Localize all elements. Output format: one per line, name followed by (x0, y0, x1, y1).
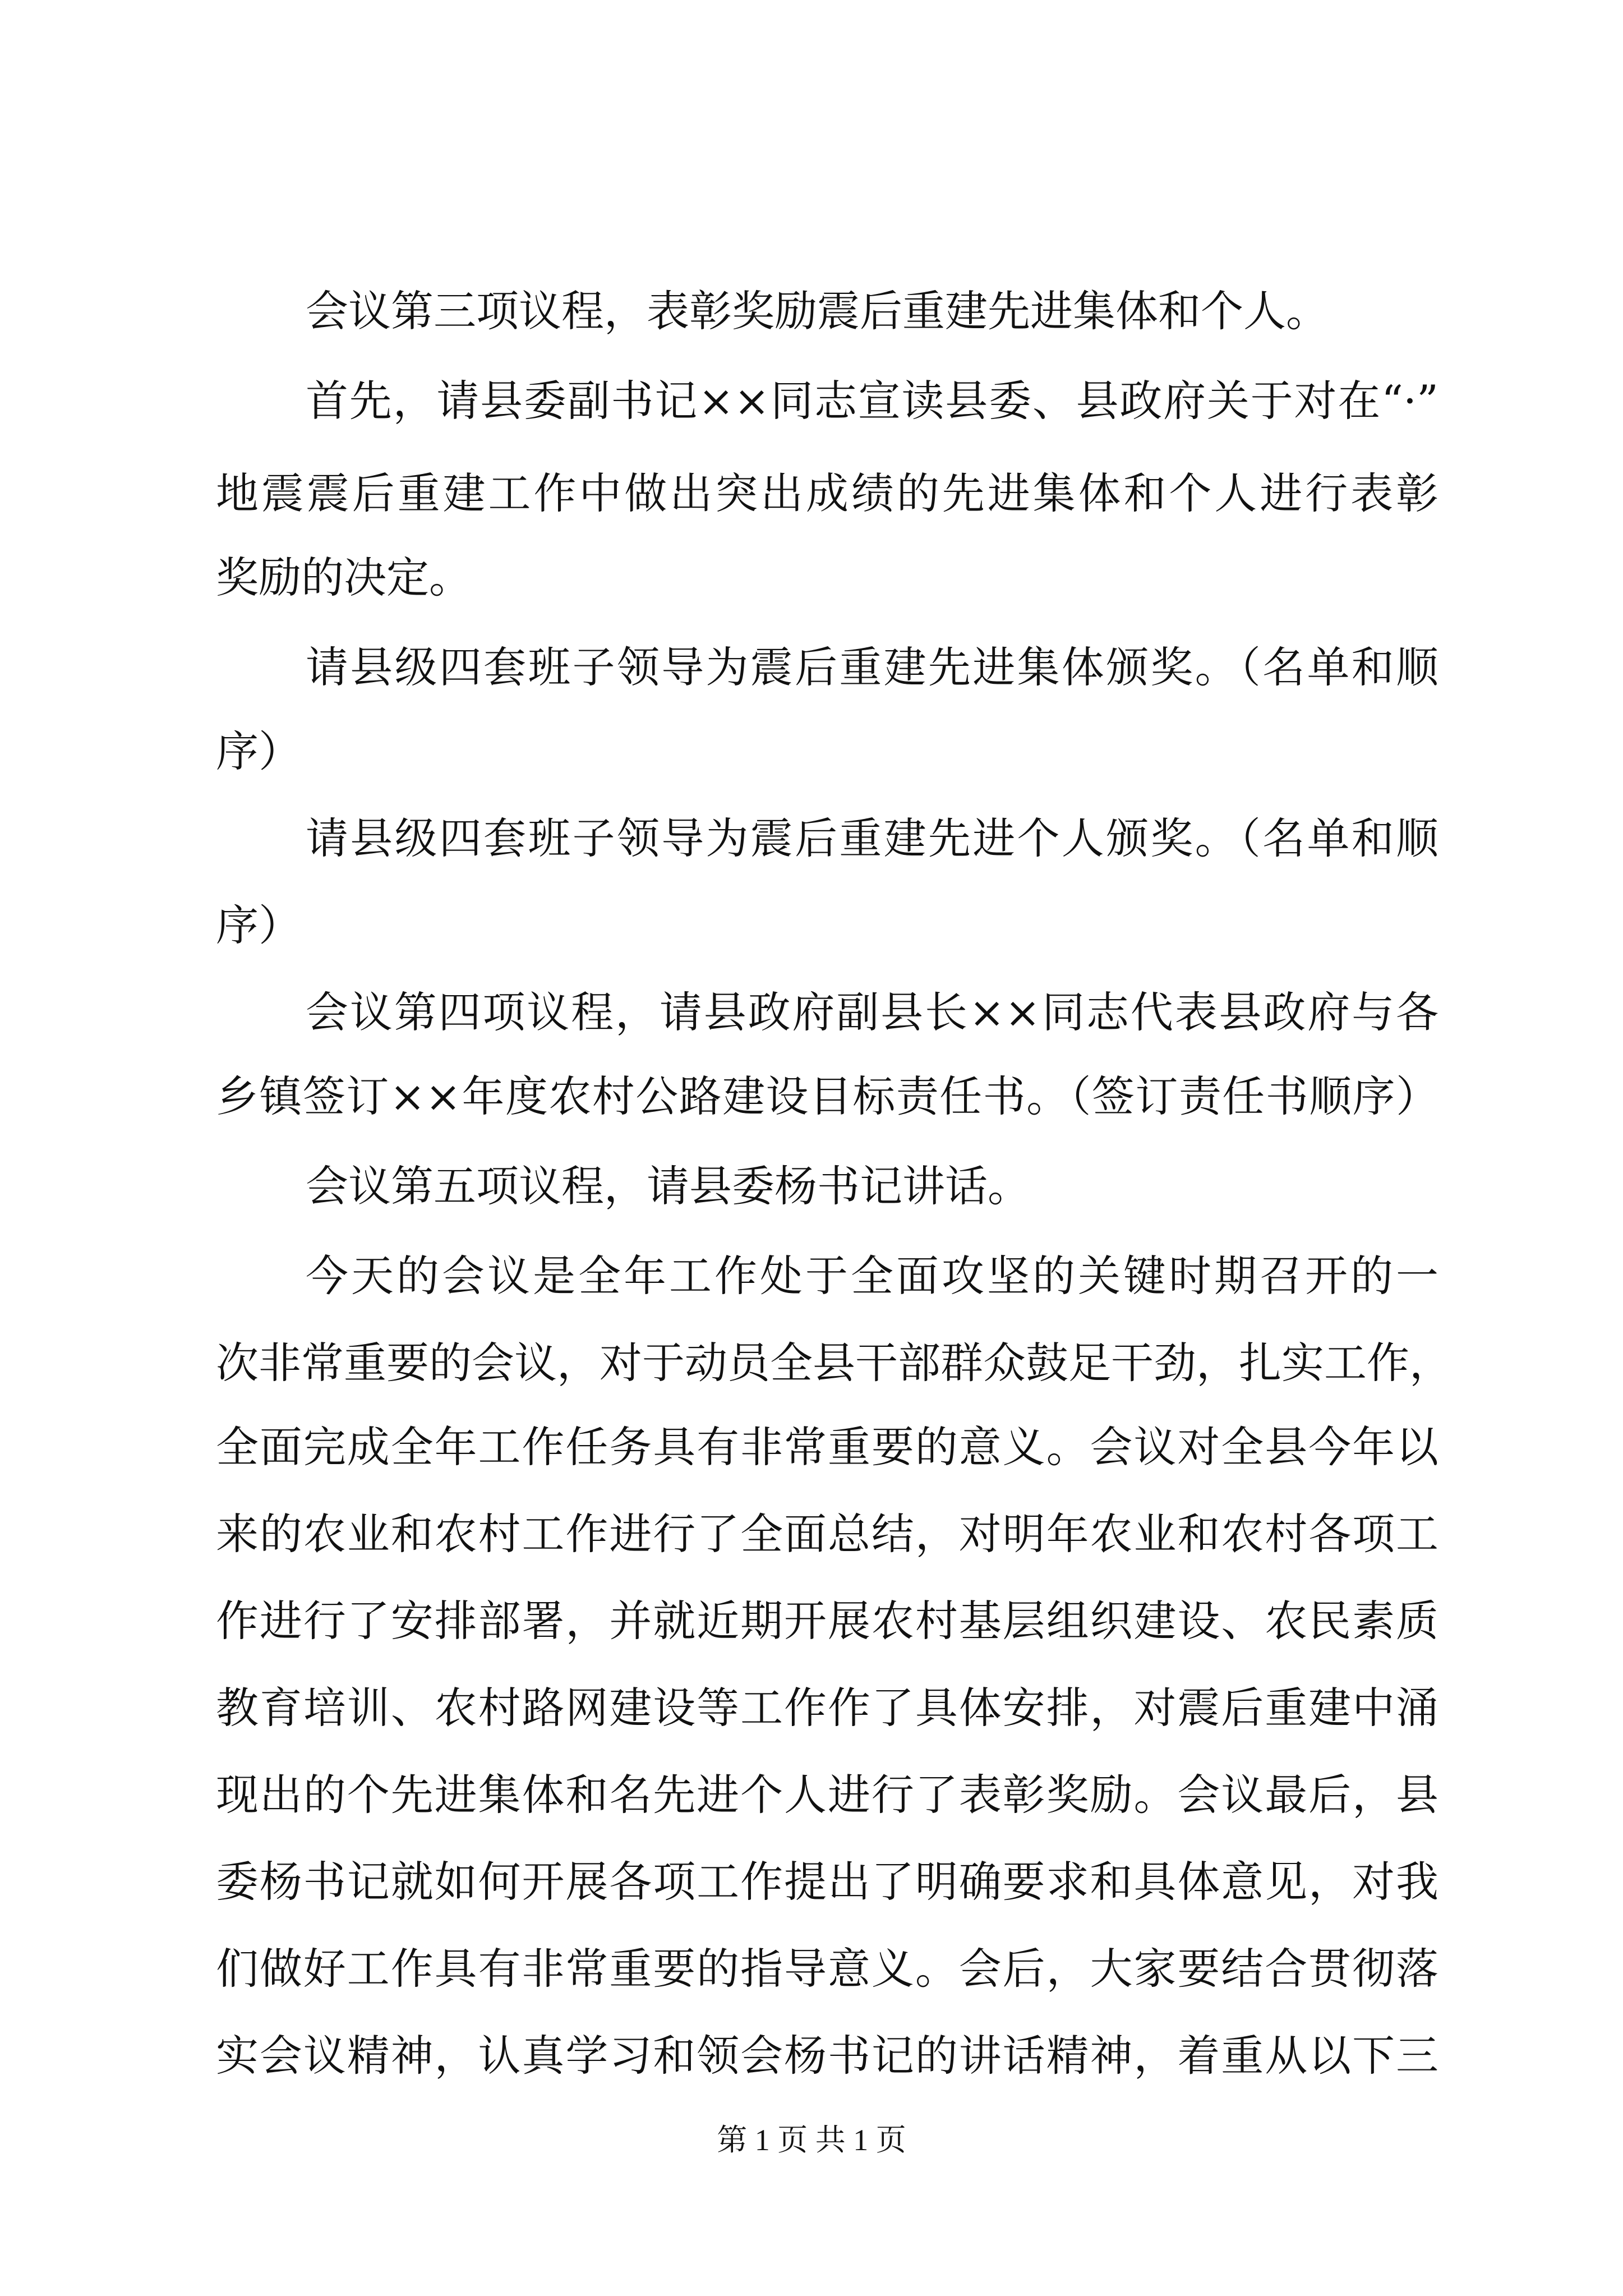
paragraph-line: 会议第三项议程，表彰奖励震后重建先进集体和个人。 (306, 286, 1329, 336)
paragraph-line: 作进行了安排部署，并就近期开展农村基层组织建设、农民素质 (216, 1596, 1438, 1646)
paragraph-line: 请县级四套班子领导为震后重建先进个人颁奖。（名单和顺 (306, 813, 1438, 863)
paragraph-line: 今天的会议是全年工作处于全面攻坚的关键时期召开的一 (306, 1251, 1438, 1301)
paragraph-line: 序） (216, 726, 301, 776)
paragraph-line: 次非常重要的会议，对于动员全县干部群众鼓足干劲，扎实工作， (216, 1338, 1452, 1388)
paragraph-line: 来的农业和农村工作进行了全面总结，对明年农业和农村各项工 (216, 1509, 1438, 1559)
paragraph-line: 乡镇签订××年度农村公路建设目标责任书。（签订责任书顺序） (216, 1071, 1438, 1121)
paragraph-line: 请县级四套班子领导为震后重建先进集体颁奖。（名单和顺 (306, 642, 1438, 692)
paragraph-line: 会议第五项议程，请县委杨书记讲话。 (306, 1161, 1030, 1211)
paragraph-line: 委杨书记就如何开展各项工作提出了明确要求和具体意见，对我 (216, 1857, 1438, 1907)
paragraph-line: 地震震后重建工作中做出突出成绩的先进集体和个人进行表彰 (216, 468, 1438, 518)
paragraph-line: 首先，请县委副书记××同志宣读县委、县政府关于对在“·” (306, 376, 1438, 426)
paragraph-line: 教育培训、农村路网建设等工作作了具体安排，对震后重建中涌 (216, 1683, 1438, 1733)
paragraph-line: 全面完成全年工作任务具有非常重要的意义。会议对全县今年以 (216, 1422, 1438, 1472)
paragraph-line: 们做好工作具有非常重要的指导意义。会后，大家要结合贯彻落 (216, 1944, 1438, 1994)
paragraph-line: 实会议精神，认真学习和领会杨书记的讲话精神，着重从以下三 (216, 2031, 1438, 2081)
paragraph-line: 现出的个先进集体和名先进个人进行了表彰奖励。会议最后，县 (216, 1770, 1438, 1820)
page-footer: 第 1 页 共 1 页 (717, 2123, 906, 2157)
paragraph-line: 序） (216, 900, 301, 950)
paragraph-line: 奖励的决定。 (216, 553, 472, 602)
paragraph-line: 会议第四项议程，请县政府副县长××同志代表县政府与各 (306, 987, 1438, 1037)
